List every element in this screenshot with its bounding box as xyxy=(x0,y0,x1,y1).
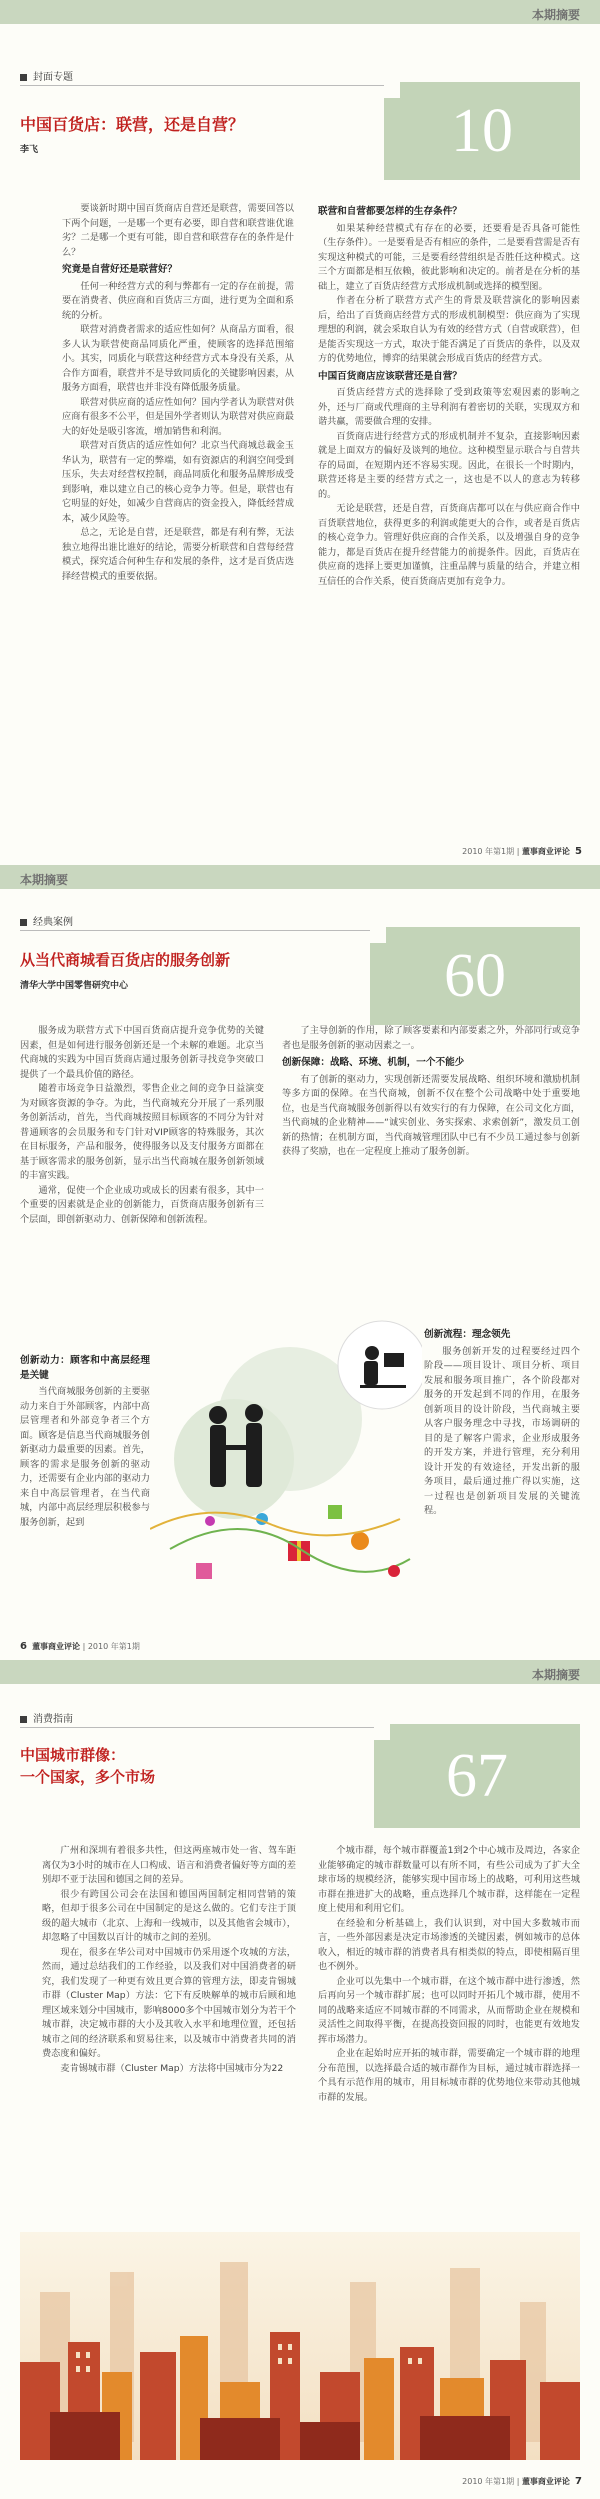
paragraph: 广州和深圳有着很多共性，但这两座城市处一省、驾车距离仅为3小时的城市在人口构成、语言和消费者偏好等方面的差别却不亚于法国和德国之间的差异。 xyxy=(42,1845,296,1885)
article-column-right-lower xyxy=(424,1325,580,1519)
paragraph: 要谈新时期中国百货商店自营还是联营，需要回答以下两个问题，一是哪一个更有必要，即自营和联营谁优谁劣？二是哪一个更有可能，即自营和联营存在的条件是什么？ xyxy=(62,203,294,258)
subheading: 究竟是自营好还是联营好？ xyxy=(62,264,178,275)
section-label: 消费指南 xyxy=(20,1710,73,1725)
section-band xyxy=(0,865,600,889)
paragraph: 企业在起始时应开拓的城市群，需要确定一个城市群的地理分布范围，以选择最合适的城市群作为目标，通过城市群选择一个具有示范作用的城市，用目标城市群的优势地位来带动其他城市群的发展。 xyxy=(318,2048,580,2103)
paragraph: 个城市群，每个城市群覆盖1到2个中心城市及周边，各家企业能够确定的城市群数量可以有所不同，有些公司成为了扩大全球市场的规模经济，能够实现中国市场上的战略，可利用这些城市群在推进扩大的战略，重点选择几个城市群，这样能在一定程度上使用和利用它们。 xyxy=(318,1845,580,1914)
paragraph: 有了创新的驱动力，实现创新还需要发展战略、组织环境和激励机制等多方面的保障。在当代商城，创新不仅在整个公司战略中处于重要地位，也是当代商城服务创新得以有效实行的有力保障，在公司文化方面，当代商城的企业精神——“诚实创业、务实探索、求索创新”，激发员工创新的热情；在机制方面，当代商城管理团队中已有不少员工通过参与创新获得了奖励，也在一定程度上推动了服务创新。 xyxy=(282,1073,580,1157)
article-column-right xyxy=(318,1844,580,2105)
page-number-box xyxy=(370,927,580,1025)
square-bullet-icon xyxy=(20,1716,27,1723)
page-number-box xyxy=(374,1724,580,1828)
paragraph: 现在，很多在华公司对中国城市仍采用逐个攻城的方法，然而，通过总结我们的工作经验，以及我们对中国消费者的研究，我们发现了一种更有效且更合算的管理方法，即麦肯锡城市群（Cluster Map）方法：它下有反映解单的城市后顾和地理区域来划分中国城市，影响8000多个中国城市划分为若干个城市群，决定城市群的大小及其收入水平和地理位置，还包括城市之间的经济联系和贸易往来，以及城市中消费者共同的消费态度和偏好。 xyxy=(42,1946,296,2059)
page-consumer-guide xyxy=(0,1684,600,2499)
article-column-right xyxy=(282,1024,580,1160)
page-cover-feature xyxy=(0,24,600,865)
paragraph: 服务创新开发的过程要经过四个阶段——项目设计、项目分析、项目发展和服务项目推广，各个阶段都对服务的开发起到不同的作用，在服务创新项目的设计阶段，当代商城主要从客户服务理念中寻找，市场调研的目的是了解客户需求，企业形成服务的开发方案，并进行管理，充分利用设计开发的有效途径，开发出新的服务项目，最后通过推广得以实施，这一过程也是创新项目发展的关键流程。 xyxy=(424,1345,580,1516)
subheading: 中国百货商店应该联营还是自营？ xyxy=(318,370,462,382)
article-author: 清华大学中国零售研究中心 xyxy=(20,981,129,991)
article-title: 中国百货店：联营，还是自营？ xyxy=(20,115,245,134)
page-footer: 6 董事商业评论 | 2010 年第1期 xyxy=(20,1641,140,1652)
square-bullet-icon xyxy=(20,919,27,926)
page-number-box xyxy=(384,82,580,180)
paragraph: 联营对供应商的适应性如何？国内学者认为联营对供应商有很多不公平，但是国外学者则认为联营对供应商最大的好处是吸引客流，增加销售和利润。 xyxy=(62,396,294,437)
page-header: 本期摘要 xyxy=(20,873,69,887)
paragraph: 作者在分析了联营方式产生的背景及联营演化的影响因素后，给出了百货商店经营方式的形成机制模型：供应商为了实现理想的利润，就会采取自认为有效的经营方式（自营或联营），但是能否实现这一方式，取决于能否满足了百货店的条件，以及双方的优势地位，博弈的结果就会形成百货店的经营方式。 xyxy=(318,295,580,364)
article-author: 李飞 xyxy=(20,145,39,155)
paragraph: 麦肯锡城市群（Cluster Map）方法将中国城市分为22 xyxy=(60,2062,284,2074)
subheading: 创新动力：顾客和中高层经理是关键 xyxy=(20,1355,150,1381)
page-case-study xyxy=(0,889,600,1660)
top-band xyxy=(0,0,600,24)
paragraph: 联营对消费者需求的适应性如何？从商品方面看，很多人认为联营使商品同质化严重，使顾客的选择范围缩小。其实，同质化与联营这种经营方式本身没有关系，从合作方面看，联营并不是导致同质化的关键影响因素，从服务方面看，联营也并非没有降低服务质量。 xyxy=(62,324,294,393)
service-illustration xyxy=(150,1309,422,1609)
subheading: 创新保障：战略、环境、机制，一个不能少 xyxy=(282,1057,465,1068)
paragraph: 通常，促使一个企业成功或成长的因素有很多，其中一个重要的因素就是企业的创新能力，百货商店服务创新有三个层面，即创新驱动力、创新保障和创新流程。 xyxy=(20,1184,264,1225)
section-band xyxy=(0,1660,600,1684)
page-footer: 2010 年第1期 | 董事商业评论 7 xyxy=(462,2476,582,2487)
paragraph: 联营对百货店的适应性如何？北京当代商城总裁金玉华认为，联营有一定的弊端，如有资源店的利润空间受到压乐，失去对经营权控制，商品同质化和服务品牌形成受到影响，难以建立自己的核心竞争力等。但是，联营也有它明显的好处，如减少自营商店的资金投入，降低经营成本，减少风险等。 xyxy=(62,440,294,524)
paragraph: 百货商店进行经营方式的形成机制并不复杂，直接影响因素就是上面双方的偏好及谈判的地位。这种模型显示联合与自营共存的局面，在短期内还不容易实现。因此，在很长一个时期内，联营还将是主要的经营方式之一，这也是不以人的意志为转移的。 xyxy=(318,430,580,500)
subheading: 联营和自营都要怎样的生存条件？ xyxy=(318,206,462,217)
article-page-number: 67 xyxy=(446,1742,508,1810)
decorative-gifts-icon xyxy=(150,1505,410,1579)
page-header: 本期摘要 xyxy=(531,1668,580,1682)
paragraph: 企业可以先集中一个城市群，在这个城市群中进行渗透，然后再向另一个城市群扩展；也可以同时开拓几个城市群，使用不同的战略来适应不同城市群的不同需求，从而帮助企业在规模和灵活性之间取得平衡，在提高投资回报的同时，也能更有效地发挥市场潜力。 xyxy=(318,1975,580,2045)
paragraph: 随着市场竞争日益激烈，零售企业之间的竞争日益演变为对顾客资源的争夺。为此，当代商城充分开展了一系列服务创新活动，首先，当代商城按照目标顾客的不同分为针对普通顾客的会员服务和专门针对VIP顾客的特殊服务，其次在目标服务，产品和服务，使得服务以及支付服务方面都在基于顾客需求的服务创新，显示出当代商城在服务创新领域的丰富实践。 xyxy=(20,1083,264,1181)
paragraph: 了主导创新的作用，除了顾客要素和内部要素之外，外部同行或竞争者也是服务创新的驱动因素之一。 xyxy=(282,1025,580,1051)
section-label: 经典案例 xyxy=(20,913,73,928)
article-page-number: 10 xyxy=(451,97,513,165)
article-column-left-lower xyxy=(20,1351,150,1530)
article-title: 从当代商城看百货店的服务创新 xyxy=(20,951,231,969)
article-column-left xyxy=(62,202,294,584)
subheading: 创新流程：理念领先 xyxy=(424,1329,511,1340)
paragraph: 总之，无论是自营，还是联营，都是有利有弊，无法独立地得出谁比谁好的结论，需要分析联营和自营每经营模式，探究适合何种生存和发展的条件，这才是百货店选择经营模式的重要依据。 xyxy=(62,527,294,582)
paragraph: 无论是联营，还是自营，百货商店都可以在与供应商合作中百货联营地位，获得更多的利润或能更大的合作，或者是百货店的核心竞争力。管理好供应商的合作关系，以及增强自身的竞争能力，都是百货店在提升经营能力的前提条件。因此，百货店在供应商的选择上要更加谨慎，注重品牌与质量的结合，并建立相互信任的合作关系，使百货商店更加有竞争力。 xyxy=(318,503,580,587)
paragraph: 任何一种经营方式的利与弊都有一定的存在前提，需要在消费者、供应商和百货店三方面，进行更为全面和系统的分析。 xyxy=(62,280,294,321)
paragraph: 百货店经营方式的选择除了受到政策等宏观因素的影响之外，还与厂商或代理商的主导利润有着密切的关联，实现双方和谐共赢，需要做合理的安排。 xyxy=(318,387,580,427)
square-bullet-icon xyxy=(20,74,27,81)
article-title: 中国城市群像： 一个国家，多个市场 xyxy=(20,1746,156,1786)
page-header: 本期摘要 xyxy=(531,8,580,22)
city-skyline-illustration xyxy=(20,2232,580,2460)
article-column-left xyxy=(42,1844,296,2076)
article-column-left xyxy=(20,1024,264,1227)
paragraph: 当代商城服务创新的主要驱动力来自于外部顾客，内部中高层管理者和外部竞争者三个方面。顾客是信息当代商城服务创新驱动力最重要的因素。首先，顾客的需求是服务创新的驱动力，还需要有企业内部的驱动力来自中高层管理者，在当代商城，内部中高层经理层积极参与服务创新，起到 xyxy=(20,1386,150,1528)
article-page-number: 60 xyxy=(444,942,506,1010)
article-column-right xyxy=(318,202,580,589)
section-label: 封面专题 xyxy=(20,68,73,83)
page-footer: 2010 年第1期 | 董事商业评论 5 xyxy=(462,846,582,857)
paragraph: 如果某种经营模式有存在的必要，还要看是否具备可能性（生存条件）。一是要看是否有相应的条件，二是要看营需是否有实现这种模式的可能，三是要看经营组织是否胜任这种模式。这三个方面都是相互依赖，彼此影响和决定的。前者是在分析的基础上，建立了百货店经营方式形成机制或选择的模型图。 xyxy=(318,222,580,292)
paragraph: 很少有跨国公司会在法国和德国两国制定相同营销的策略，但却于很多公司在中国制定的是这么做的。它们专注于顶级的超大城市（北京、上海和一线城市，以及其他省会城市），却忽略了中国数以百计的城市之间的差别。 xyxy=(42,1888,296,1943)
paragraph: 在经验和分析基础上，我们认识到，对中国大多数城市而言，一些外部因素是决定市场渗透的关键因素，例如城市的总体收入，相近的城市群的消费者具有相类似的特点，即使相隔百里也不例外。 xyxy=(318,1917,580,1972)
paragraph: 服务成为联营方式下中国百货商店提升竞争优势的关键因素，但是如何进行服务创新还是一个未解的难题。北京当代商城的实践为中国百货商店通过服务创新寻找竞争突破口提供了一个最具价值的路径。 xyxy=(20,1025,264,1080)
